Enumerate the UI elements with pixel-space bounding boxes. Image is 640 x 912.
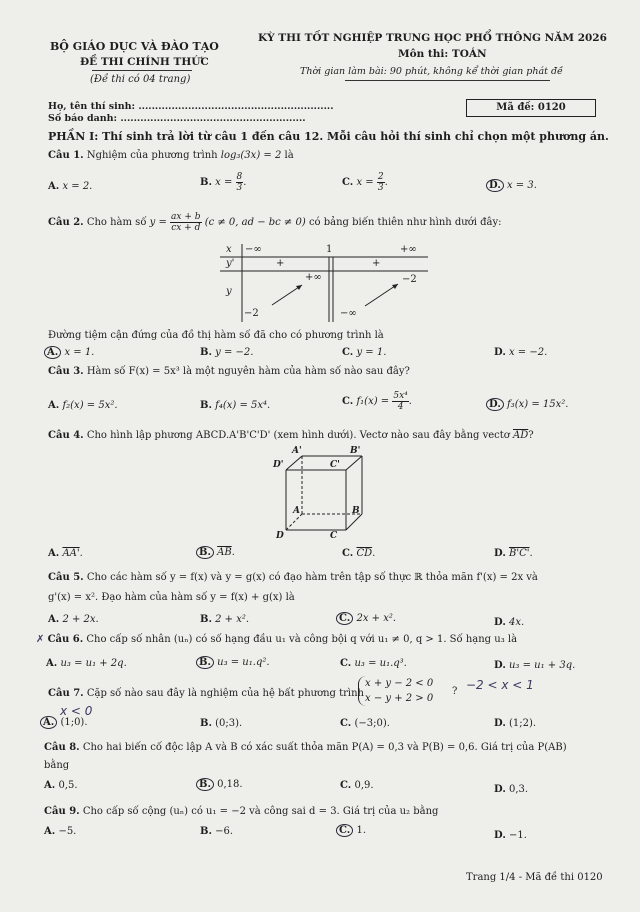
part1-heading: PHẦN I: Thí sinh trả lời từ câu 1 đến câu 12. Mỗi câu hỏi thí sinh chỉ chọn một phương án. (48, 130, 609, 143)
q3-option-a[interactable]: A. f₂(x) = 5x². (48, 400, 118, 411)
question-5: Câu 5. Cho các hàm số y = f(x) và y = g(x) có đạo hàm trên tập số thực ℝ thỏa mãn f'(x) = 2x và (48, 572, 538, 583)
question-3: Câu 3. Hàm số F(x) = 5x³ là một nguyên hàm của hàm số nào sau đây? (48, 366, 410, 377)
q2-option-b[interactable]: B. y = −2. (200, 347, 254, 358)
question-8-tail: bằng (44, 760, 70, 771)
q1-option-b[interactable]: B. x = $\frac{8}{3}$ . (200, 172, 247, 193)
divider (92, 70, 192, 71)
vt-yprime-label: y' (226, 258, 235, 269)
vt-plus-2: + (372, 258, 381, 269)
q5-option-c[interactable]: C. 2x + x². (336, 612, 396, 625)
cube-label-a1: A' (292, 446, 302, 456)
q5-option-d[interactable]: D. 4x. (494, 617, 525, 628)
page-footer: Trang 1/4 - Mã đề thi 0120 (466, 872, 603, 883)
q9-option-a[interactable]: A. −5. (44, 826, 77, 837)
q6-option-c[interactable]: C. u₃ = u₁.q³. (340, 658, 407, 669)
vt-neg-inf: −∞ (245, 244, 262, 255)
vt-y-neg-inf: −∞ (340, 308, 357, 319)
question-9: Câu 9. Cho cấp số cộng (uₙ) có u₁ = −2 và công sai d = 3. Giá trị của u₂ bằng (44, 806, 439, 817)
q6-option-d[interactable]: D. u₃ = u₁ + 3q. (494, 660, 576, 671)
question-2: Câu 2. Cho hàm số y = $\frac{ax + b}{cx + d}$ (c ≠ 0, ad − bc ≠ 0) có bảng biến thiên như hình dưới đây: (48, 212, 502, 233)
vt-plus-1: + (276, 258, 285, 269)
q2-option-c[interactable]: C. y = 1. (342, 347, 387, 358)
handwritten-note: −2 < x < 1 (466, 678, 534, 692)
candidate-name: Họ, tên thí sinh: ........................................................... (48, 101, 334, 112)
subject: Môn thi: TOÁN (398, 48, 487, 60)
question-8: Câu 8. Cho hai biến cố độc lập A và B có xác suất thỏa mãn P(A) = 0,3 và P(B) = 0,6. Giá trị của P(AB) (44, 742, 567, 753)
q9-option-c[interactable]: C. 1. (336, 824, 366, 837)
q3-option-b[interactable]: B. f₄(x) = 5x⁴. (200, 400, 271, 411)
q1-option-c[interactable]: C. x = $\frac{2}{3}$ . (342, 172, 388, 193)
q4-option-a[interactable]: A. AA'. (48, 548, 83, 559)
q8-option-d[interactable]: D. 0,3. (494, 784, 529, 795)
q9-option-b[interactable]: B. −6. (200, 826, 234, 837)
divider (345, 80, 550, 81)
q4-option-c[interactable]: C. $\overline{CD}$. (342, 548, 376, 559)
q7-option-c[interactable]: C. (−3;0). (340, 718, 390, 729)
cube-label-c: C (330, 531, 338, 541)
q4-option-d[interactable]: D. B'C'. (494, 548, 533, 559)
exam-title: KỲ THI TỐT NGHIỆP TRUNG HỌC PHỔ THÔNG NĂM 2026 (258, 32, 607, 44)
q3-option-c[interactable]: C. f₁(x) = $\frac{\text{5x⁴}}{4}$ . (342, 391, 412, 412)
cube-label-b: B (352, 506, 360, 516)
cube-figure (270, 452, 370, 538)
cube-label-a: A (293, 506, 300, 516)
time-note: Thời gian làm bài: 90 phút, không kể thời gian phát đề (300, 66, 563, 77)
vt-y-pos-inf: +∞ (305, 272, 322, 283)
handwritten-note: x < 0 (60, 704, 93, 718)
q4-option-b[interactable]: B. $\overline{AB}$. (196, 546, 235, 559)
q7-option-d[interactable]: D. (1;2). (494, 718, 537, 729)
q9-option-d[interactable]: D. −1. (494, 830, 527, 841)
vt-pos-inf: +∞ (400, 244, 417, 255)
q8-option-a[interactable]: A. 0,5. (44, 780, 78, 791)
vt-y-m2-right: −2 (402, 274, 417, 285)
q7-option-a[interactable]: A. (1;0). (40, 716, 88, 729)
q6-option-a[interactable]: A. u₃ = u₁ + 2q. (46, 658, 127, 669)
q8-option-c[interactable]: C. 0,9. (340, 780, 374, 791)
vt-y-label: y (226, 286, 232, 297)
candidate-id: Số báo danh: ........................................................ (48, 113, 306, 124)
cube-label-d: D (276, 531, 284, 541)
pages-note: (Đề thi có 04 trang) (90, 74, 191, 85)
q1-option-a[interactable]: A. x = 2. (48, 181, 93, 192)
official-label: ĐỀ THI CHÍNH THỨC (80, 56, 209, 68)
q7-system: x + y − 2 < 0 x − y + 2 > 0 (358, 676, 433, 706)
vt-x-label: x (226, 244, 232, 255)
q5-option-b[interactable]: B. 2 + x². (200, 614, 250, 625)
exam-code-box: Mã đề: 0120 (466, 99, 596, 117)
q7-question-mark: ? (452, 686, 458, 697)
cube-label-d1: D' (273, 460, 284, 470)
q2-option-d[interactable]: D. x = −2. (494, 347, 548, 358)
question-5-line2: g'(x) = x². Đạo hàm của hàm số y = f(x) + g(x) là (48, 592, 295, 603)
question-1: Câu 1. Nghiệm của phương trình log₃(3x) = 2 là (48, 150, 294, 161)
question-4: Câu 4. Cho hình lập phương ABCD.A'B'C'D' (xem hình dưới). Vectơ nào sau đây bằng vectơ $\overline{AD}$? (48, 430, 534, 441)
q2-prompt: Đường tiệm cận đứng của đồ thị hàm số đã cho có phương trình là (48, 330, 384, 341)
question-7: Câu 7. Cặp số nào sau đây là nghiệm của hệ bất phương trình (48, 688, 365, 699)
q7-option-b[interactable]: B. (0;3). (200, 718, 243, 729)
cube-label-c1: C' (330, 460, 340, 470)
q8-option-b[interactable]: B. 0,18. (196, 778, 243, 791)
question-6: ✗ Câu 6. Cho cấp số nhân (uₙ) có số hạng đầu u₁ và công bội q với u₁ ≠ 0, q > 1. Số hạng u₃ là (36, 634, 518, 645)
q1-option-d[interactable]: D. x = 3. (486, 179, 537, 192)
vt-one: 1 (326, 244, 333, 255)
cube-label-b1: B' (350, 446, 361, 456)
q2-option-a[interactable]: A. x = 1. (44, 346, 94, 359)
q6-option-b[interactable]: B. u₃ = u₁.q². (196, 656, 270, 669)
ministry-name: BỘ GIÁO DỤC VÀ ĐÀO TẠO (50, 40, 219, 53)
q5-option-a[interactable]: A. 2 + 2x. (48, 614, 99, 625)
q3-option-d[interactable]: D. f₃(x) = 15x². (486, 398, 568, 411)
vt-y-m2-left: −2 (244, 308, 259, 319)
